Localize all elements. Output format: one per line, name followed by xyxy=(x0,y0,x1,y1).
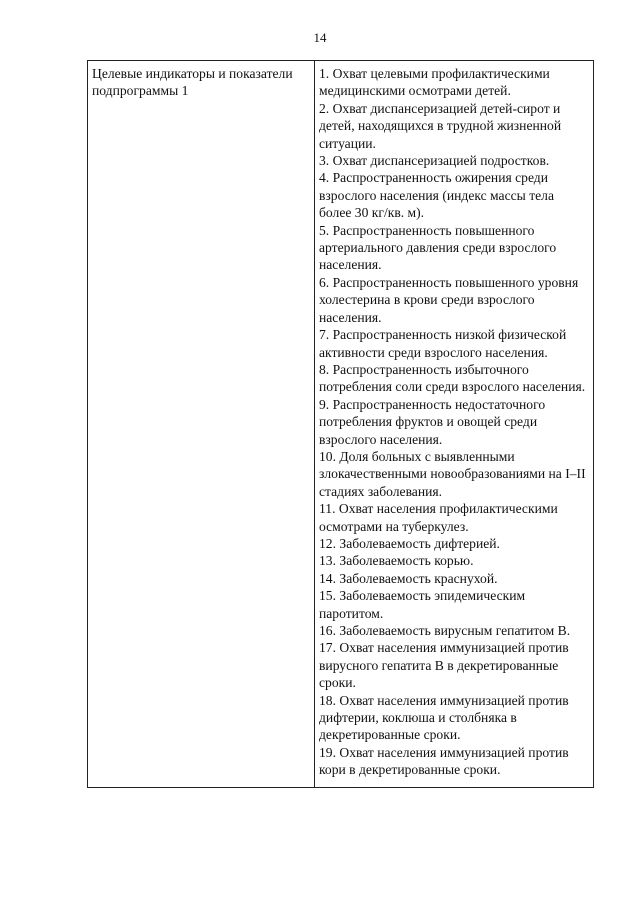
indicator-item-10: 10. Доля больных с выявленными злокачественными новообразованиями на I–II стадиях заболевания. xyxy=(319,448,586,499)
indicator-item-16: 16. Заболеваемость вирусным гепатитом В. xyxy=(319,623,571,638)
left-cell-label: Целевые индикаторы и показатели подпрограммы 1 xyxy=(88,61,315,788)
indicators-cell xyxy=(315,61,594,788)
indicator-item-9: 9. Распространенность недостаточного потребления фруктов и овощей среди взрослого населения. xyxy=(319,396,546,447)
indicator-item-7: 7. Распространенность низкой физической активности среди взрослого населения. xyxy=(319,327,567,360)
indicator-item-8: 8. Распространенность избыточного потребления соли среди взрослого населения. xyxy=(319,361,586,395)
indicator-item-19: 19. Охват населения иммунизацией против кори в декретированные сроки. xyxy=(319,744,569,778)
indicator-item-14: 14. Заболеваемость краснухой. xyxy=(319,570,498,586)
indicator-item-1: 1. Охват целевыми профилактическими медицинскими осмотрами детей. xyxy=(319,66,550,99)
indicator-item-15: 15. Заболеваемость эпидемическим паротитом. xyxy=(319,588,526,621)
page-number: 14 xyxy=(313,30,327,45)
indicator-item-12: 12. Заболеваемость дифтерией. xyxy=(319,535,500,551)
indicator-item-4: 4. Распространенность ожирения среди взрослого населения (индекс массы тела более 30 кг/кв. м). xyxy=(319,170,554,221)
indicator-item-13: 13. Заболеваемость корью. xyxy=(319,553,474,569)
indicator-item-18: 18. Охват населения иммунизацией против дифтерии, коклюша и столбняка в декретированные сроки. xyxy=(319,692,569,743)
indicators-table xyxy=(87,60,594,788)
indicator-item-11: 11. Охват населения профилактическими осмотрами на туберкулез. xyxy=(319,501,558,534)
indicator-item-5: 5. Распространенность повышенного артериального давления среди взрослого населения. xyxy=(319,222,557,273)
table-row xyxy=(88,61,594,788)
indicator-item-3: 3. Охват диспансеризацией подростков. xyxy=(319,153,550,169)
indicator-item-17: 17. Охват населения иммунизацией против вирусного гепатита В в декретированные сроки. xyxy=(319,640,569,691)
indicator-item-6: 6. Распространенность повышенного уровня холестерина в крови среди взрослого населения. xyxy=(319,274,579,325)
indicator-item-2: 2. Охват диспансеризацией детей-сирот и детей, находящихся в трудной жизненной ситуации. xyxy=(319,100,562,151)
